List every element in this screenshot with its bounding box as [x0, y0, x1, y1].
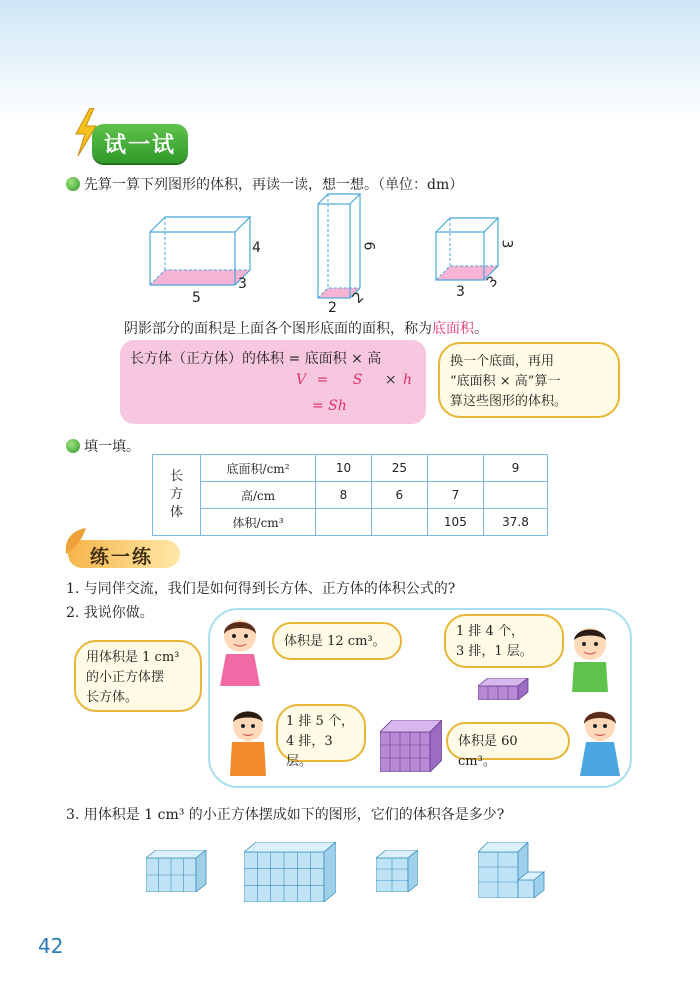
table-cell: 9 — [483, 455, 547, 482]
bubble-c-line-2: 4 排，3 层。 — [286, 734, 333, 769]
formula-h: h — [403, 372, 413, 388]
left-speech-bubble — [74, 640, 202, 712]
blue-cube-figure-3 — [376, 850, 418, 892]
cube-stack-12 — [478, 678, 530, 700]
shape3-height-label: 3 — [498, 239, 515, 249]
table-cell: 25 — [371, 455, 427, 482]
formula-line-3: = Sh — [312, 398, 347, 414]
volume-table — [152, 454, 548, 536]
page-number: 42 — [38, 934, 64, 958]
table-cell: 6 — [371, 482, 427, 509]
cuboid-shape-2 — [308, 190, 368, 308]
boy-character-icon-2 — [222, 706, 274, 780]
header-band — [0, 0, 700, 120]
group-char: 体 — [170, 505, 184, 520]
blue-cube-figure-1 — [146, 850, 208, 892]
blue-cube-figure-2 — [244, 842, 336, 902]
table-row — [153, 482, 548, 509]
bubble-b-line-1: 1 排 4 个， — [456, 624, 524, 639]
blue-cube-figure-4 — [478, 842, 550, 898]
table-cell — [371, 509, 427, 536]
cube-shape-3 — [428, 214, 508, 286]
tip-thought-bubble — [438, 342, 620, 418]
practice-question-2: 2. 我说你做。 — [66, 605, 154, 621]
practice-question-1: 1. 与同伴交流，我们是如何得到长方体、正方体的体积公式的? — [66, 581, 456, 597]
table-cell: 7 — [427, 482, 483, 509]
table-cell: 8 — [316, 482, 372, 509]
table-row — [153, 455, 548, 482]
base-area-term: 底面积 — [432, 321, 474, 337]
row-label: 高/cm — [201, 482, 316, 509]
bubble-c-line-1: 1 排 5 个， — [286, 714, 354, 729]
shaded-area-note — [124, 318, 488, 338]
shaded-note-end: 。 — [474, 321, 488, 337]
practice-section-title: 练一练 — [90, 546, 154, 568]
row-label: 体积/cm³ — [201, 509, 316, 536]
volume-12-bubble: 体积是 12 cm³。 — [272, 622, 402, 660]
formula-s: S — [352, 372, 363, 388]
formula-v: V — [296, 372, 307, 388]
cube-stack-60 — [380, 720, 442, 772]
boy-character-icon — [560, 622, 620, 700]
shape1-width-label: 3 — [238, 276, 247, 292]
try-instruction-line — [66, 174, 463, 194]
shape2-height-label: 6 — [360, 241, 377, 251]
tip-line-1: 换一个底面，再用 — [450, 354, 555, 369]
group-char: 方 — [170, 487, 184, 502]
table-cell: 10 — [316, 455, 372, 482]
formula-line-1: 长方体（正方体）的体积 = 底面积 × 高 — [130, 351, 382, 367]
fill-section-title: 填一填。 — [84, 439, 140, 455]
try-section-title: 试一试 — [92, 124, 188, 163]
volume-60-bubble: 体积是 60 cm³。 — [446, 722, 570, 760]
shape3-length-label: 3 — [456, 284, 465, 300]
shape2-width-label: 2 — [349, 289, 368, 307]
rows-5-bubble — [276, 704, 366, 769]
leaf-icon — [62, 526, 88, 560]
formula-line-2 — [296, 372, 416, 388]
table-cell — [427, 455, 483, 482]
fill-section-heading — [66, 436, 140, 456]
green-dot-icon — [66, 439, 80, 453]
table-row — [153, 509, 548, 536]
bubble-left-line-1: 用体积是 1 cm³ — [86, 650, 180, 665]
formula-eq: = — [316, 372, 329, 388]
tip-line-2: “底面积 × 高”算一 — [450, 374, 561, 389]
table-cell: 105 — [427, 509, 483, 536]
cuboid-shape-1 — [140, 210, 270, 306]
bubble-left-line-2: 的小正方体摆 — [86, 670, 165, 685]
bubble-left-line-3: 长方体。 — [86, 690, 139, 705]
shape2-length-label: 2 — [328, 300, 337, 316]
girl-character-icon — [212, 614, 268, 694]
tip-line-3: 算这些图形的体积。 — [450, 394, 568, 409]
shape1-length-label: 5 — [192, 290, 201, 306]
shape3-width-label: 3 — [483, 273, 502, 291]
rows-4-bubble — [444, 614, 564, 668]
table-cell — [316, 509, 372, 536]
row-label: 底面积/cm² — [201, 455, 316, 482]
shaded-note-text: 阴影部分的面积是上面各个图形底面的面积，称为 — [124, 321, 432, 337]
green-dot-icon — [66, 177, 80, 191]
formula-times: × — [384, 372, 397, 388]
table-cell: 37.8 — [483, 509, 547, 536]
bubble-b-line-2: 3 排，1 层。 — [456, 644, 533, 659]
try-instruction: 先算一算下列图形的体积，再读一读，想一想。（单位：dm） — [84, 177, 464, 193]
girl-character-icon-2 — [572, 706, 628, 780]
practice-question-3: 3. 用体积是 1 cm³ 的小正方体摆成如下的图形，它们的体积各是多少? — [66, 807, 505, 823]
table-cell — [483, 482, 547, 509]
group-char: 长 — [170, 469, 184, 484]
row-group-label — [153, 455, 201, 536]
shape1-height-label: 4 — [252, 240, 261, 256]
